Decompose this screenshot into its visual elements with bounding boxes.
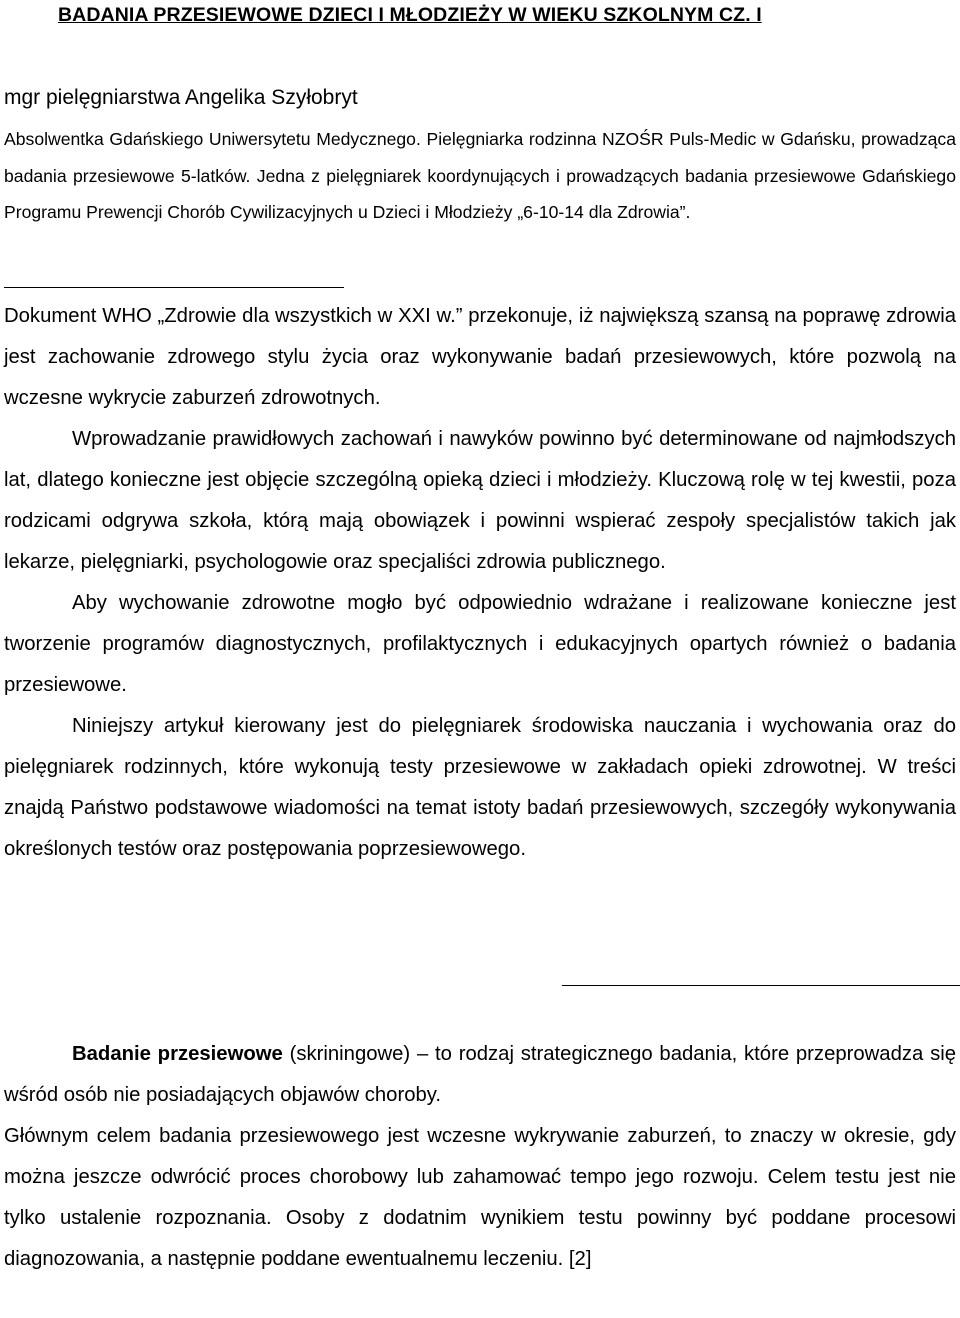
author-bio: Absolwentka Gdańskiego Uniwersytetu Medycznego. Pielęgniarka rodzinna NZOŚR Puls-Medic w Gdańsku, prowadząca badania przesiewowe 5-latków. Jedna z pielęgniarek koordynujących i prowadzących badania przesiewowe Gdańskiego Programu Prewencji Chorób Cywilizacyjnych u Dzieci i Młodzieży „6-10-14 dla Zdrowia”. — [4, 129, 956, 222]
intro-paragraph-4: Niniejszy artykuł kierowany jest do pielęgniarek środowiska nauczania i wychowania oraz do pielęgniarek rodzinnych, które wykonują testy przesiewowe w zakładach opieki zdrowotnej. W treści znajdą Państwo podstawowe wiadomości na temat istoty badań przesiewowych, szczegóły wykonywania określonych testów oraz postępowania poprzesiewowego. — [4, 715, 956, 860]
intro-paragraph-1: Dokument WHO „Zdrowie dla wszystkich w XXI w.” przekonuje, iż największą szansą na poprawę zdrowia jest zachowanie zdrowego stylu życia oraz wykonywanie badań przesiewowych, które pozwolą na wczesne wykrycie zaburzeń zdrowotnych. — [4, 305, 956, 409]
footnote-separator-line — [4, 287, 344, 288]
definition-text: (skriningowe) – to rodzaj strategicznego badania, które przeprowadza się wśród osób nie posiadających objawów choroby. — [4, 1043, 956, 1106]
definition-term: Badanie przesiewowe — [72, 1043, 283, 1065]
definition-section — [4, 1034, 956, 1280]
definition-paragraph — [4, 1034, 956, 1116]
author-name: mgr pielęgniarstwa Angelika Szyłobryt — [4, 86, 358, 109]
intro-paragraph-2: Wprowadzanie prawidłowych zachowań i nawyków powinno być determinowane od najmłodszych lat, dlatego konieczne jest objęcie szczególną opieką dzieci i młodzieży. Kluczową rolę w tej kwestii, poza rodzicami odgrywa szkoła, którą mają obowiązek i powinni wspierać zespoły specjalistów takich jak lekarze, pielęgniarki, psychologowie oraz specjaliści zdrowia publicznego. — [4, 428, 956, 573]
intro-paragraph-3: Aby wychowanie zdrowotne mogło być odpowiednio wdrażane i realizowane konieczne jest tworzenie programów diagnostycznych, profilaktycznych i edukacyjnych opartych również o badania przesiewowe. — [4, 592, 956, 696]
definition-paragraph-2: Głównym celem badania przesiewowego jest wczesne wykrywanie zaburzeń, to znaczy w okresie, gdy można jeszcze odwrócić proces chorobowy lub zahamować tempo jego rozwoju. Celem testu jest nie tylko ustalenie rozpoznania. Osoby z dodatnim wynikiem testu powinny być poddane procesowi diagnozowania, a następnie poddane ewentualnemu leczeniu. [2] — [4, 1125, 956, 1270]
intro-section — [4, 296, 956, 870]
section-separator-line — [562, 985, 960, 986]
document-title: BADANIA PRZESIEWOWE DZIECI I MŁODZIEŻY W WIEKU SZKOLNYM CZ. I — [58, 4, 762, 26]
